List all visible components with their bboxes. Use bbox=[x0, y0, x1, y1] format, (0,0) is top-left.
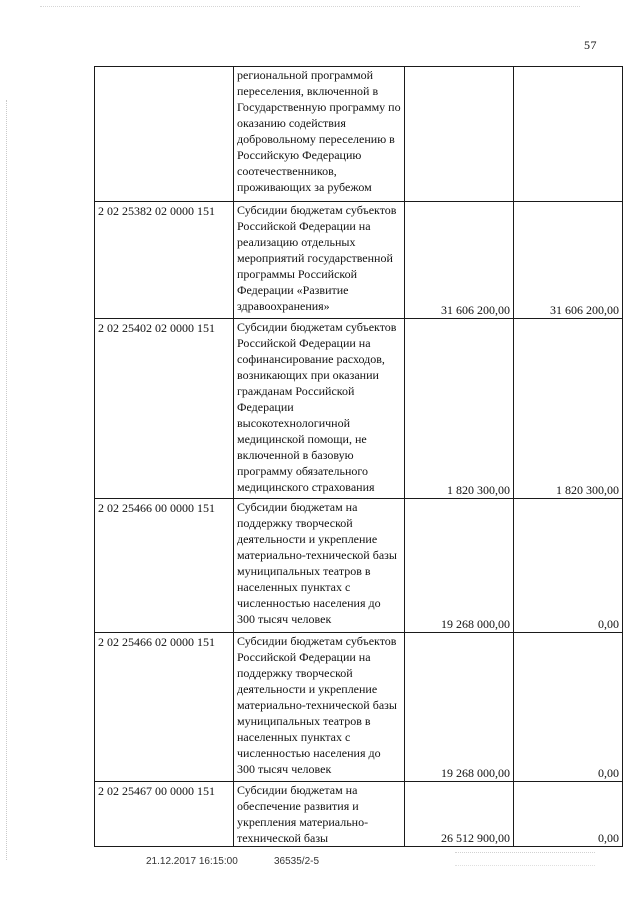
budget-description: Субсидии бюджетам на поддержку творческой деятельности и укрепление материально-технической базы муниципальных театров в населенных пунктах с численностью населения до 300 тысяч человек bbox=[234, 499, 405, 633]
budget-description: Субсидии бюджетам субъектов Российской Федерации на поддержку творческой деятельности и укрепление материально-технической базы муниципальных театров в населенных пунктах с численностью населения до 300 тысяч человек bbox=[234, 633, 405, 782]
amount-col-1: 1 820 300,00 bbox=[405, 319, 514, 499]
table-row bbox=[95, 202, 623, 319]
amount-col-2: 0,00 bbox=[514, 782, 623, 847]
scan-artifact-top bbox=[40, 6, 580, 8]
budget-table bbox=[94, 66, 623, 847]
amount-col-1: 19 268 000,00 bbox=[405, 499, 514, 633]
amount-col-1: 26 512 900,00 bbox=[405, 782, 514, 847]
scan-artifact-left bbox=[6, 100, 8, 860]
amount-col-2: 0,00 bbox=[514, 633, 623, 782]
budget-description: региональной программой переселения, включенной в Государственную программу по оказанию содействия добровольному переселению в Российскую Федерацию соотечественников, проживающих за рубежом bbox=[234, 67, 405, 202]
scan-artifact-footer bbox=[455, 852, 595, 866]
budget-code: 2 02 25382 02 0000 151 bbox=[95, 202, 234, 319]
budget-code: 2 02 25402 02 0000 151 bbox=[95, 319, 234, 499]
amount-col-2: 1 820 300,00 bbox=[514, 319, 623, 499]
budget-code: 2 02 25466 02 0000 151 bbox=[95, 633, 234, 782]
budget-code bbox=[95, 67, 234, 202]
page-number: 57 bbox=[584, 38, 597, 52]
amount-col-2: 31 606 200,00 bbox=[514, 202, 623, 319]
amount-col-1: 19 268 000,00 bbox=[405, 633, 514, 782]
amount-col-1 bbox=[405, 67, 514, 202]
table-row bbox=[95, 319, 623, 499]
budget-description: Субсидии бюджетам субъектов Российской Федерации на софинансирование расходов, возникающих при оказании гражданам Российской Федерации высокотехнологичной медицинской помощи, не включенной в базовую программу обязательного медицинского страхования bbox=[234, 319, 405, 499]
amount-col-1: 31 606 200,00 bbox=[405, 202, 514, 319]
table-row bbox=[95, 782, 623, 847]
budget-description: Субсидии бюджетам субъектов Российской Федерации на реализацию отдельных мероприятий государственной программы Российской Федерации «Развитие здравоохранения» bbox=[234, 202, 405, 319]
amount-col-2: 0,00 bbox=[514, 499, 623, 633]
footer-datetime: 21.12.2017 16:15:00 bbox=[146, 856, 238, 867]
table-row bbox=[95, 499, 623, 633]
budget-code: 2 02 25466 00 0000 151 bbox=[95, 499, 234, 633]
budget-description: Субсидии бюджетам на обеспечение развития и укрепления материально-технической базы bbox=[234, 782, 405, 847]
table-row bbox=[95, 67, 623, 202]
budget-code: 2 02 25467 00 0000 151 bbox=[95, 782, 234, 847]
amount-col-2 bbox=[514, 67, 623, 202]
table-row bbox=[95, 633, 623, 782]
footer-document-number: 36535/2-5 bbox=[274, 856, 320, 867]
